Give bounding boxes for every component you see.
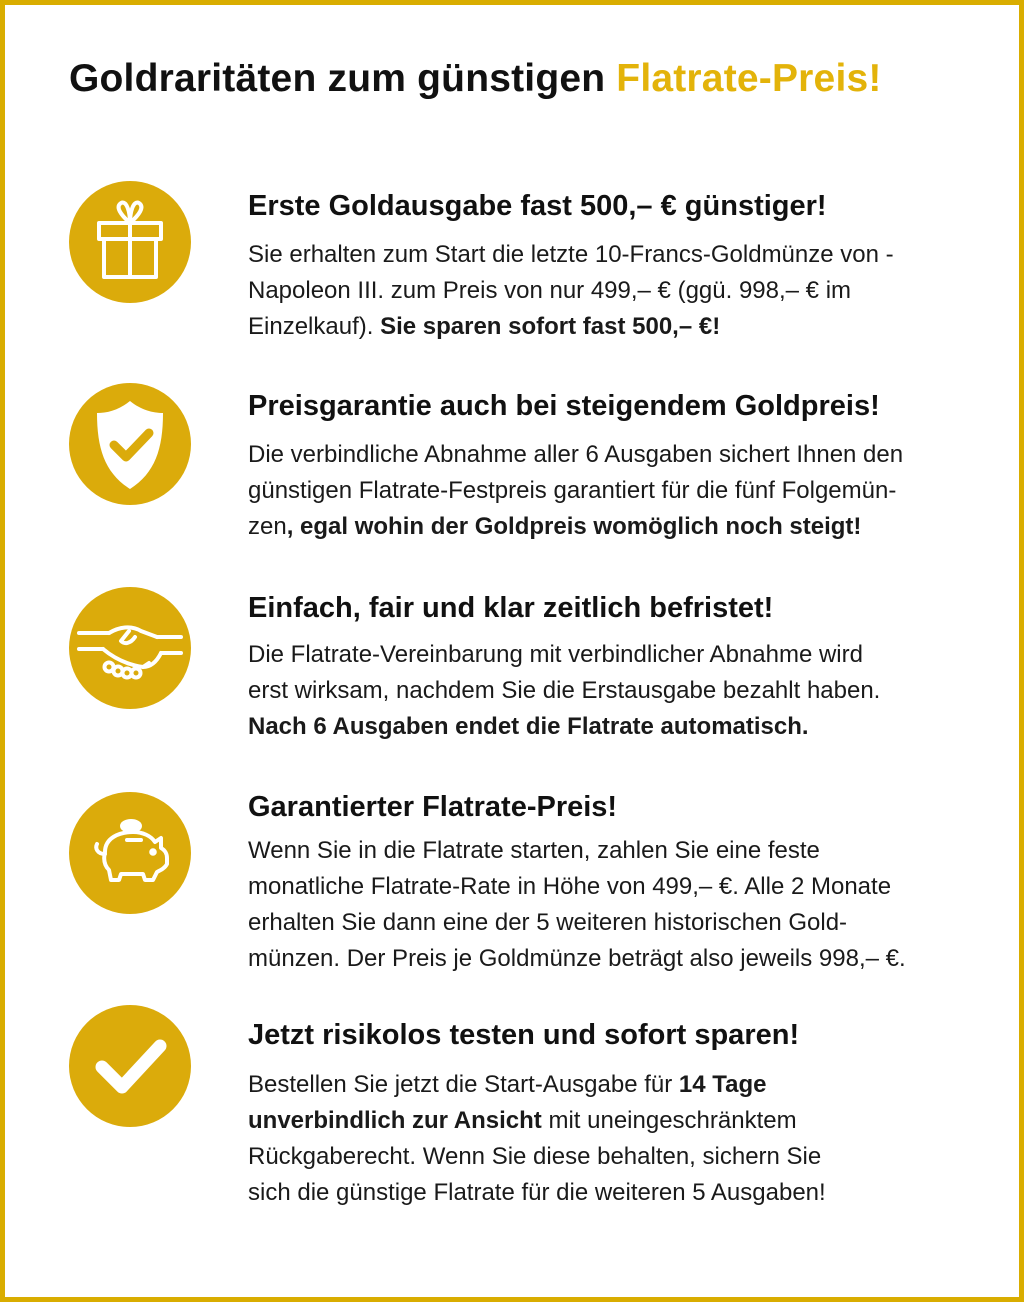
- feature-text-fragment: mit uneingeschränktem: [541, 1107, 797, 1134]
- feature-text-line: Die Flatrate-Vereinbarung mit verbindlicher Abnahme wird: [248, 641, 863, 668]
- feature-text-line: Sie erhalten zum Start die letzte 10-Francs-Goldmünze von -: [248, 241, 894, 268]
- feature-text: [248, 833, 1008, 977]
- feature-title: Einfach, fair und klar zeitlich befristet!: [248, 592, 774, 624]
- feature-text: [248, 637, 1008, 745]
- feature-text-fragment: zen: [248, 513, 287, 540]
- feature-text-highlight: unverbindlich zur Ansicht: [248, 1107, 542, 1134]
- feature-text-line: günstigen Flatrate-Festpreis garantiert für die fünf Folgemün-: [248, 477, 897, 504]
- feature-text-line: erst wirksam, nachdem Sie die Erstausgabe bezahlt haben.: [248, 677, 881, 704]
- feature-text-line: münzen. Der Preis je Goldmünze beträgt also jeweils 998,– €.: [248, 945, 906, 972]
- feature-title: Preisgarantie auch bei steigendem Goldpreis!: [248, 390, 880, 422]
- feature-text-line: [248, 709, 1008, 745]
- feature-text-line: [248, 509, 1008, 545]
- handshake-icon: [69, 587, 191, 709]
- feature-text-line: monatliche Flatrate-Rate in Höhe von 499,– €. Alle 2 Monate: [248, 873, 892, 900]
- title-text: Goldraritäten zum günstigen: [69, 57, 617, 100]
- feature-text-highlight: 14 Tage: [678, 1071, 767, 1098]
- feature-text-line: sich die günstige Flatrate für die weiteren 5 Ausgaben!: [248, 1179, 826, 1206]
- feature-text-highlight: Nach 6 Ausgaben endet die Flatrate automatisch.: [248, 713, 809, 740]
- checkmark-icon: [69, 1005, 191, 1127]
- feature-text-line: Wenn Sie in die Flatrate starten, zahlen Sie eine feste: [248, 837, 820, 864]
- feature-text-highlight: , egal wohin der Goldpreis womöglich noch steigt!: [286, 513, 862, 540]
- feature-text: [248, 1067, 1008, 1211]
- feature-text-line: [248, 1103, 1008, 1139]
- feature-title: Erste Goldausgabe fast 500,– € günstiger!: [248, 190, 827, 222]
- feature-text-fragment: Bestellen Sie jetzt die Start-Ausgabe für: [248, 1071, 679, 1098]
- feature-text: [248, 437, 1008, 545]
- feature-text-line: Napoleon III. zum Preis von nur 499,– € (ggü. 998,– € im: [248, 277, 852, 304]
- feature-text: [248, 237, 1008, 345]
- gift-icon: [69, 181, 191, 303]
- shield-check-icon: [69, 383, 191, 505]
- feature-text-line: [248, 309, 1008, 345]
- feature-title: Garantierter Flatrate-Preis!: [248, 791, 618, 823]
- page-title: [69, 57, 882, 101]
- feature-text-highlight: Sie sparen sofort fast 500,– €!: [380, 313, 721, 340]
- feature-text-line: [248, 1067, 1008, 1103]
- feature-text-line: Die verbindliche Abnahme aller 6 Ausgaben sichert Ihnen den: [248, 441, 904, 468]
- feature-title: Jetzt risikolos testen und sofort sparen!: [248, 1019, 800, 1051]
- feature-text-line: erhalten Sie dann eine der 5 weiteren historischen Gold-: [248, 909, 848, 936]
- piggy-bank-icon: [69, 792, 191, 914]
- title-accent: Flatrate-Preis!: [616, 57, 882, 100]
- feature-text-fragment: Einzelkauf).: [248, 313, 381, 340]
- feature-text-line: Rückgaberecht. Wenn Sie diese behalten, sichern Sie: [248, 1143, 822, 1170]
